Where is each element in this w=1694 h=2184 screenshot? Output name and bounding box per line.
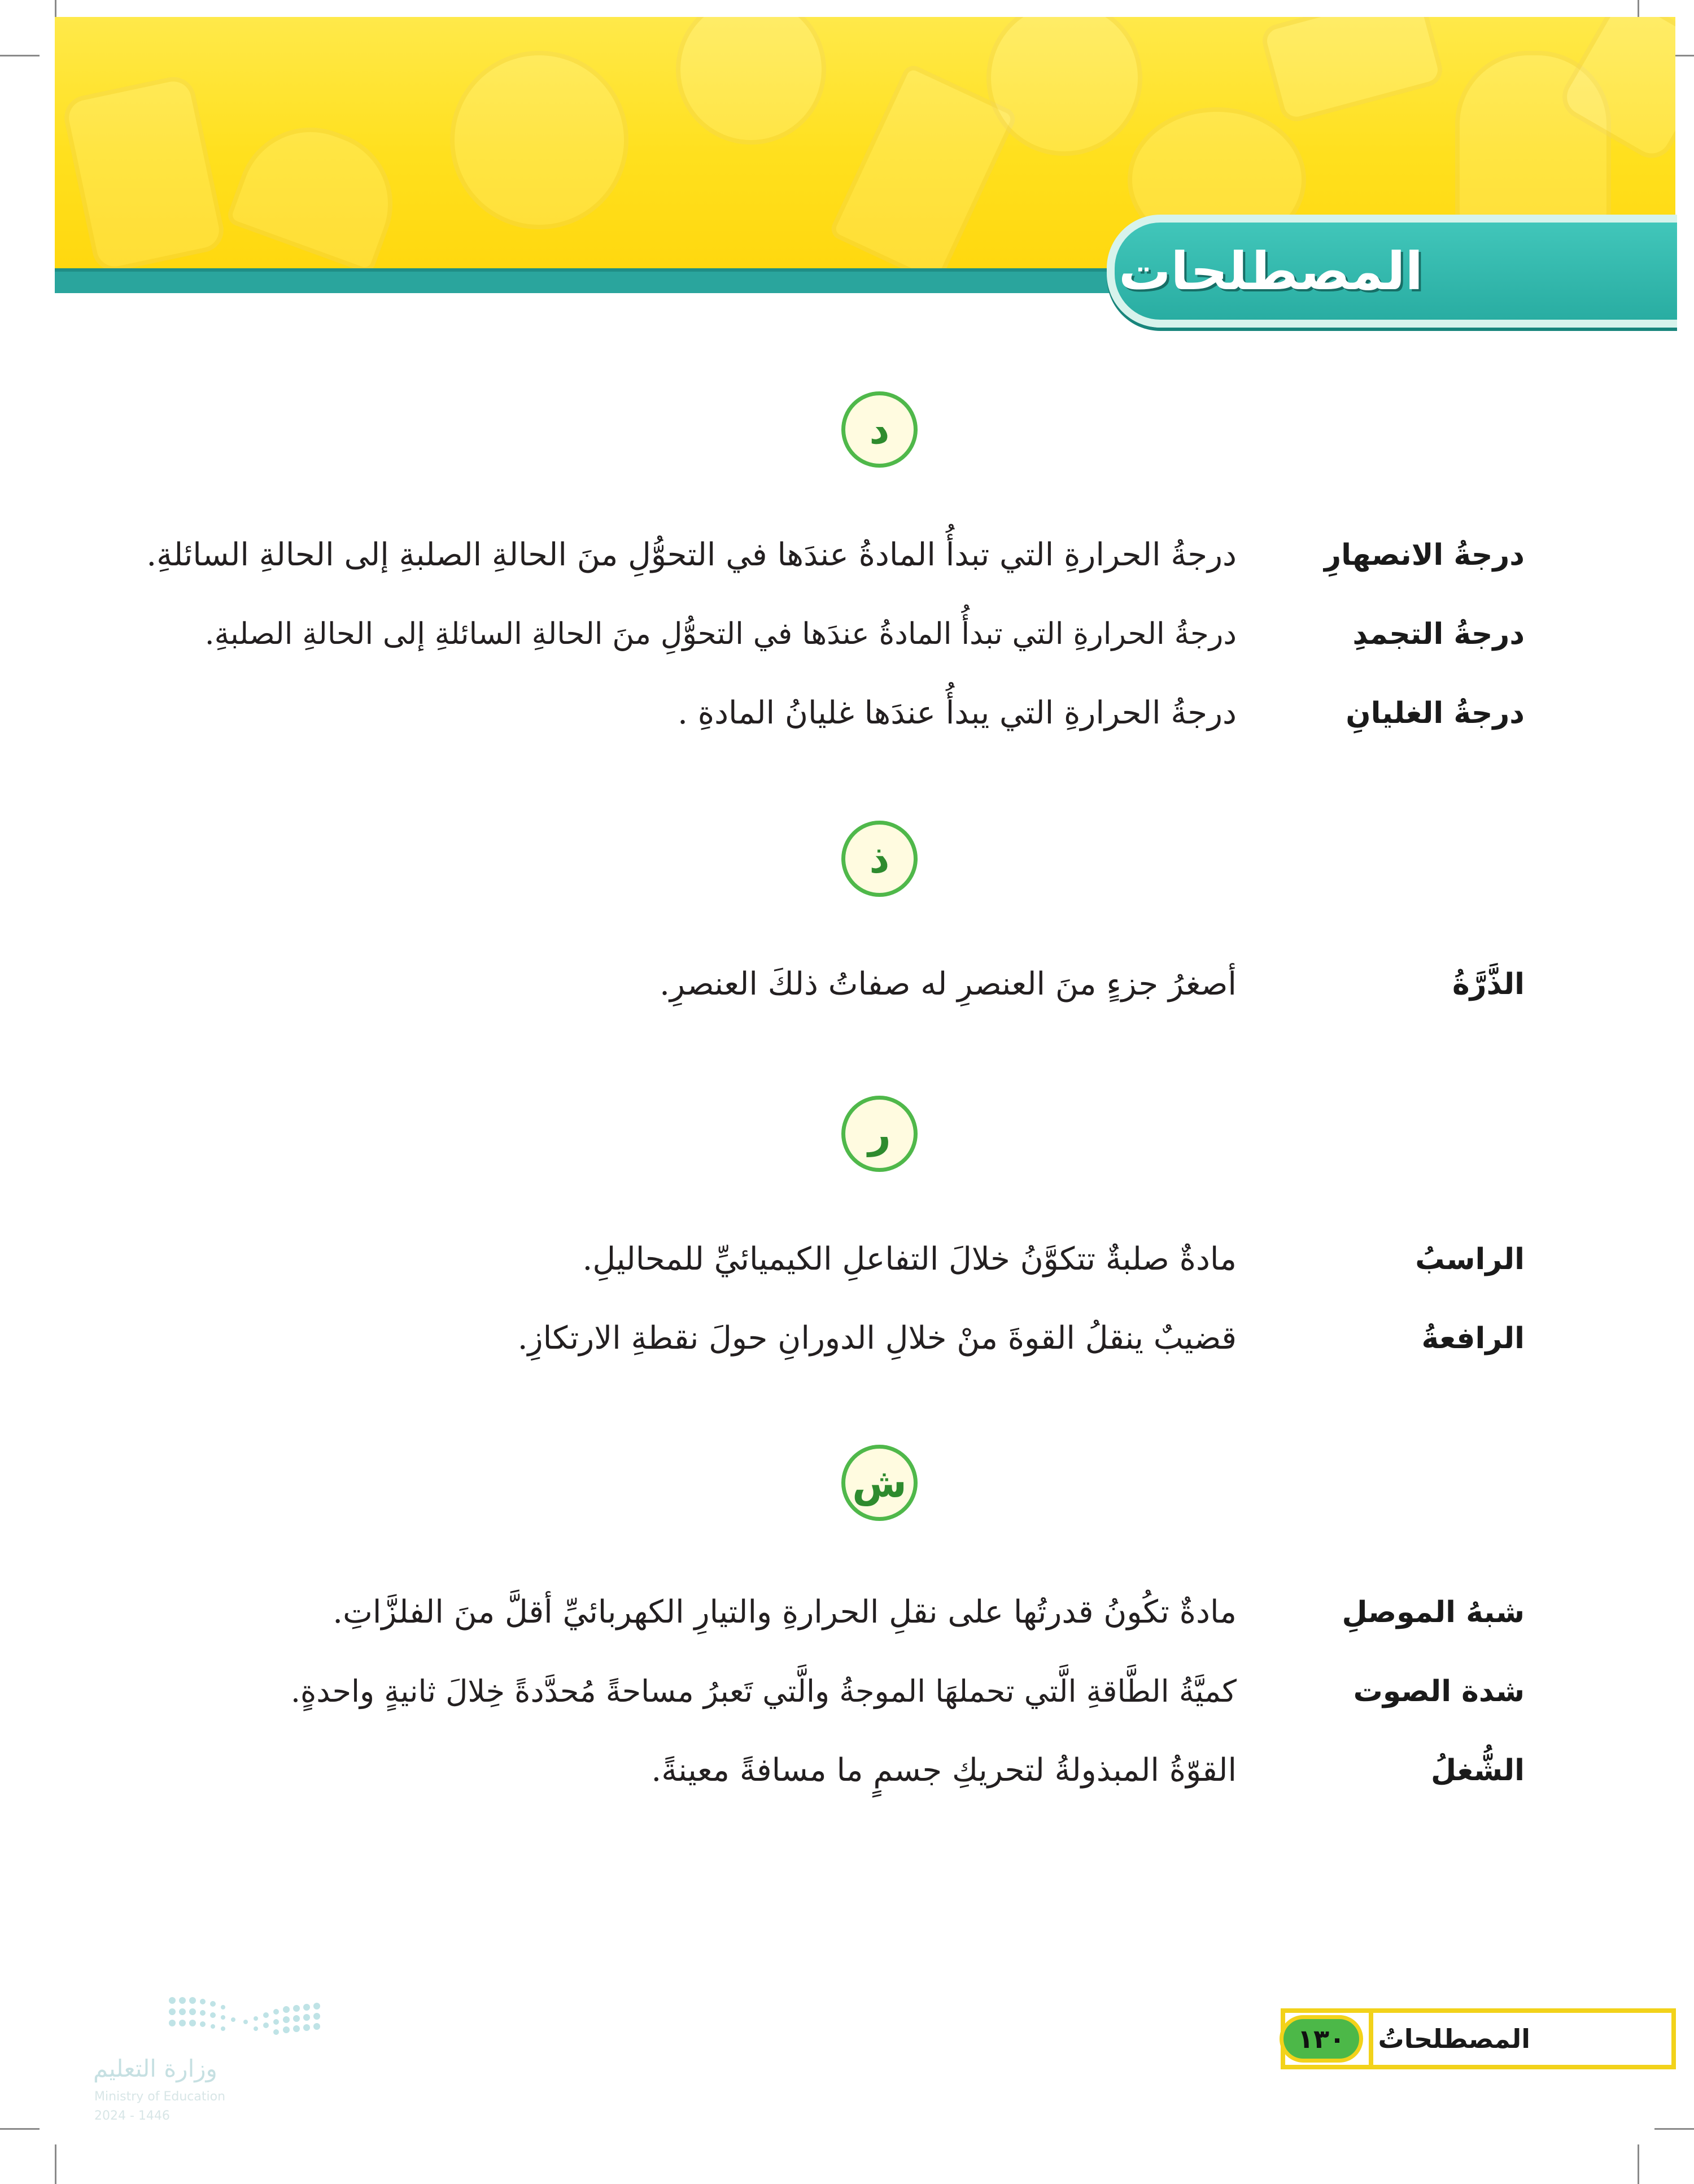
entry-term: الشُّغلُ (1430, 1754, 1525, 1788)
crop-mark (0, 55, 40, 56)
decorative-shape (60, 73, 228, 268)
glossary-entry (226, 1663, 1525, 1720)
entry-term: شبهُ الموصلِ (1342, 1596, 1525, 1629)
decorative-shape (225, 107, 413, 268)
entry-term: الذَّرَّةُ (1452, 967, 1525, 1001)
entry-definition: درجةُ الحرارةِ التي تبدأُ المادةُ عندَها في التحوُّلِ منَ الحالةِ الصلبةِ إلى الحالةِ السائلةِ. (146, 537, 1237, 573)
ministry-dots-icon (167, 1994, 325, 2044)
ministry-year: 2024 - 1446 (94, 2109, 170, 2123)
crop-mark (55, 2144, 56, 2184)
footer-label: المصطلحاتُ (1378, 2024, 1530, 2054)
glossary-entry (204, 606, 1525, 662)
glossary-entry (226, 1231, 1525, 1288)
entry-definition: أصغرُ جزءٍ منَ العنصرِ له صفاتُ ذلكَ العنصرِ. (660, 966, 1237, 1002)
section-letter-thal: ذ (841, 821, 918, 897)
entry-definition: مادةٌ صلبةٌ تتكوَّنُ خلالَ التفاعلِ الكيميائيِّ للمحاليلِ. (582, 1241, 1237, 1278)
glossary-entry (146, 527, 1525, 583)
entry-definition: درجةُ الحرارةِ التي يبدأُ عندَها غليانُ المادةِ . (678, 695, 1237, 731)
entry-definition: مادةٌ تكُونُ قدرتُها على نقلِ الحرارةِ والتيارِ الكهربائيِّ أقلَّ منَ الفلزَّاتِ. (333, 1594, 1237, 1631)
entry-definition: كميَّةُ الطَّاقةِ الَّتي تحملهَا الموجةُ والَّتي تَعبرُ مساحةً مُحدَّدةً خِلالَ ثانيةٍ واحدةٍ. (290, 1673, 1237, 1709)
ministry-name-en: Ministry of Education (94, 2090, 226, 2104)
glossary-entry (226, 1584, 1525, 1641)
page-title: المصطلحات (1119, 241, 1423, 302)
glossary-entry (226, 1742, 1525, 1799)
glossary-entry (226, 685, 1525, 742)
decorative-shape (1259, 17, 1446, 125)
glossary-entry (226, 956, 1525, 1013)
entry-term: درجةُ الغليانِ (1346, 696, 1525, 730)
entry-term: درجةُ التجمدِ (1352, 617, 1525, 651)
footer-divider (1369, 2013, 1373, 2065)
page-number: ١٣٠ (1280, 2015, 1363, 2063)
entry-definition: قضيبٌ ينقلُ القوةَ منْ خلالِ الدورانِ حولَ نقطةِ الارتكازِ. (517, 1320, 1237, 1357)
entry-term: الرافعةُ (1421, 1322, 1525, 1355)
header-title-tab (1107, 215, 1677, 328)
entry-definition: درجةُ الحرارةِ التي تبدأُ المادةُ عندَها في التحوُّلِ منَ الحالةِ السائلةِ إلى الحالةِ الصلبةِ. (204, 617, 1237, 651)
ministry-logo (93, 1988, 330, 2124)
entry-term: الراسبُ (1415, 1243, 1525, 1276)
decorative-shape (450, 51, 628, 229)
section-letter-ra: ر (841, 1096, 918, 1172)
crop-mark (1654, 2128, 1694, 2130)
glossary-entry (226, 1310, 1525, 1367)
ministry-name-ar: وزارة التعليم (93, 2055, 217, 2082)
entry-term: شدة الصوت (1353, 1675, 1525, 1708)
section-letter-sheen: ش (841, 1445, 918, 1521)
crop-mark (1638, 2144, 1639, 2184)
decorative-shape (986, 17, 1142, 156)
page-footer (1281, 2008, 1676, 2069)
section-letter-dal: د (841, 391, 918, 468)
entry-definition: القوّةُ المبذولةُ لتحريكِ جسمٍ ما مسافةً معينةً. (651, 1752, 1237, 1789)
crop-mark (0, 2128, 40, 2130)
entry-term: درجةُ الانصهارِ (1324, 538, 1525, 572)
decorative-shape (676, 17, 826, 145)
